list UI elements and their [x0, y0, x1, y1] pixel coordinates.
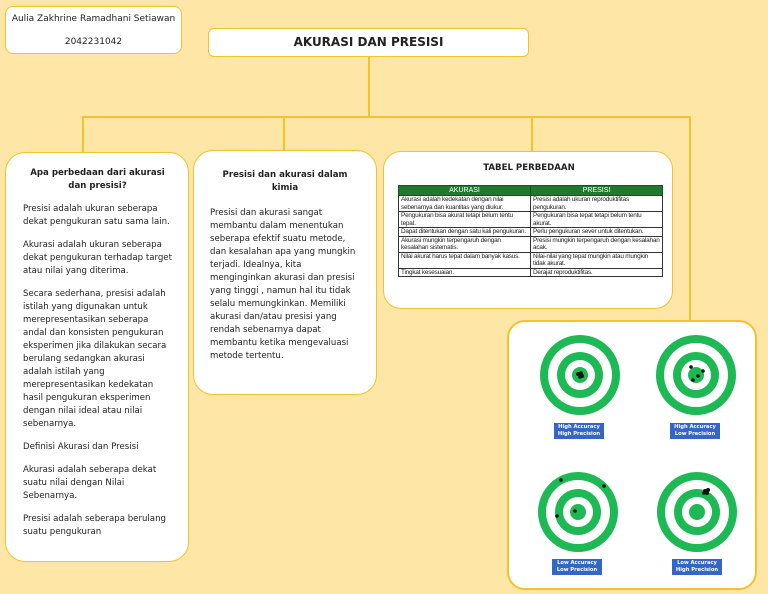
target-label-precision: Low Precision: [674, 431, 716, 437]
table-header-presisi: PRESISI: [531, 186, 663, 196]
table-cell: Akurasi adalah kedekatan dengan nilai sebenarnya dan kuantitas yang diukur.: [399, 196, 531, 212]
target-high-acc-high-prec: [540, 335, 620, 415]
targets-illustration: [509, 322, 759, 592]
table-cell: Nilai-nilai yang tepat mungkin atau mungkin tidak akurat.: [531, 252, 663, 268]
target-high-acc-low-prec: [656, 335, 736, 415]
target-label-precision: High Precision: [557, 431, 601, 437]
target-label-accuracy: High Accuracy: [674, 424, 716, 430]
card-chemistry-body: Presisi dan akurasi sangat membantu dalam menentukan seberapa efektif suatu metode, dan kesalahan apa yang mungkin terjadi. Idealnya, kita menginginkan akurasi dan presisi yang tinggi , namun hal itu tidak selalu memungkinkan. Memiliki akurasi dan/atau presisi yang rendah sebenarnya dapat membantu ketika mengevaluasi metode tertentu.: [210, 208, 356, 361]
table-cell: Presisi mungkin terpengaruh dengan kesalahan acak.: [531, 236, 663, 252]
card-paragraph: Presisi adalah ukuran seberapa dekat pengukuran satu sama lain.: [23, 204, 170, 227]
connector-horizontal: [82, 116, 690, 118]
connector-card2: [283, 116, 285, 150]
table-cell: Perlu pengukuran sever untuk ditentukan.: [531, 228, 663, 237]
table-row: [399, 236, 663, 252]
target-label-accuracy: High Accuracy: [558, 424, 600, 430]
targets-panel: [507, 320, 757, 590]
table-header-akurasi: AKURASI: [399, 186, 531, 196]
card-paragraph: Presisi adalah seberapa berulang suatu pengukuran: [23, 514, 166, 537]
target-label-accuracy: Low Accuracy: [557, 560, 597, 566]
author-name: Aulia Zakhrine Ramadhani Setiawan: [11, 14, 176, 24]
card-paragraph: Definisi Akurasi dan Presisi: [23, 442, 139, 452]
page-title: AKURASI DAN PRESISI: [208, 28, 529, 57]
target-label-4: [672, 559, 722, 575]
table-cell: Derajat reproduktifitas.: [531, 268, 663, 277]
table-row: [399, 252, 663, 268]
table-cell: Presisi adalah ukuran reproduktifitas pengukuran.: [531, 196, 663, 212]
card-paragraph: Akurasi adalah seberapa dekat suatu nilai dengan Nilai Sebenarnya.: [23, 465, 157, 501]
target-low-acc-low-prec: [538, 472, 618, 552]
target-low-acc-high-prec: [657, 472, 737, 552]
table-cell: Nilai akurat harus tepat dalam banyak kasus.: [399, 252, 531, 268]
card-paragraph: Akurasi adalah ukuran seberapa dekat pengukuran terhadap target atau nilai yang diterima.: [23, 240, 172, 276]
target-label-accuracy: Low Accuracy: [677, 560, 717, 566]
table-cell: Pengukuran bisa tepat tetapi belum tentu akurat.: [531, 212, 663, 228]
author-box: [5, 6, 182, 54]
card-difference: [5, 152, 189, 562]
target-label-1: [554, 423, 604, 439]
connector-targets: [689, 116, 691, 320]
card-chemistry-heading: Presisi dan akurasi dalam kimia: [222, 170, 348, 193]
connector-card1: [82, 116, 84, 152]
table-title: TABEL PERBEDAAN: [483, 163, 575, 173]
card-difference-heading: Apa perbedaan dari akurasi dan presisi?: [30, 168, 165, 191]
target-label-3: [552, 559, 602, 575]
table-row: [399, 212, 663, 228]
target-label-precision: High Precision: [675, 567, 719, 573]
target-label-2: [670, 423, 720, 439]
connector-card3: [531, 116, 533, 151]
card-chemistry: [193, 150, 377, 395]
table-row: [399, 268, 663, 277]
table-cell: Tingkat kesesuaian.: [399, 268, 531, 277]
table-cell: Dapat ditentukan dengan satu kali pengukuran.: [399, 228, 531, 237]
author-nim: 2042231042: [64, 37, 123, 47]
card-table: [383, 151, 673, 309]
connector-vertical-main: [368, 57, 370, 117]
target-label-precision: Low Precision: [556, 567, 598, 573]
table-cell: Pengukuran bisa akurat tetapi belum tentu tepat.: [399, 212, 531, 228]
card-paragraph: Secara sederhana, presisi adalah istilah yang digunakan untuk merepresentasikan seberapa andal dan konsisten pengukuran eksperimen jika dilakukan secara berulang sedangkan akurasi adalah istilah yang merepresentasikan kedekatan hasil pengukuran eksperimen dengan nilai ideal atau nilai sebenarnya.: [23, 289, 167, 429]
difference-table: [398, 185, 663, 277]
table-cell: Akurasi mungkin terpengaruh dengan kesalahan sistematis.: [399, 236, 531, 252]
table-row: [399, 196, 663, 212]
table-row: [399, 228, 663, 237]
